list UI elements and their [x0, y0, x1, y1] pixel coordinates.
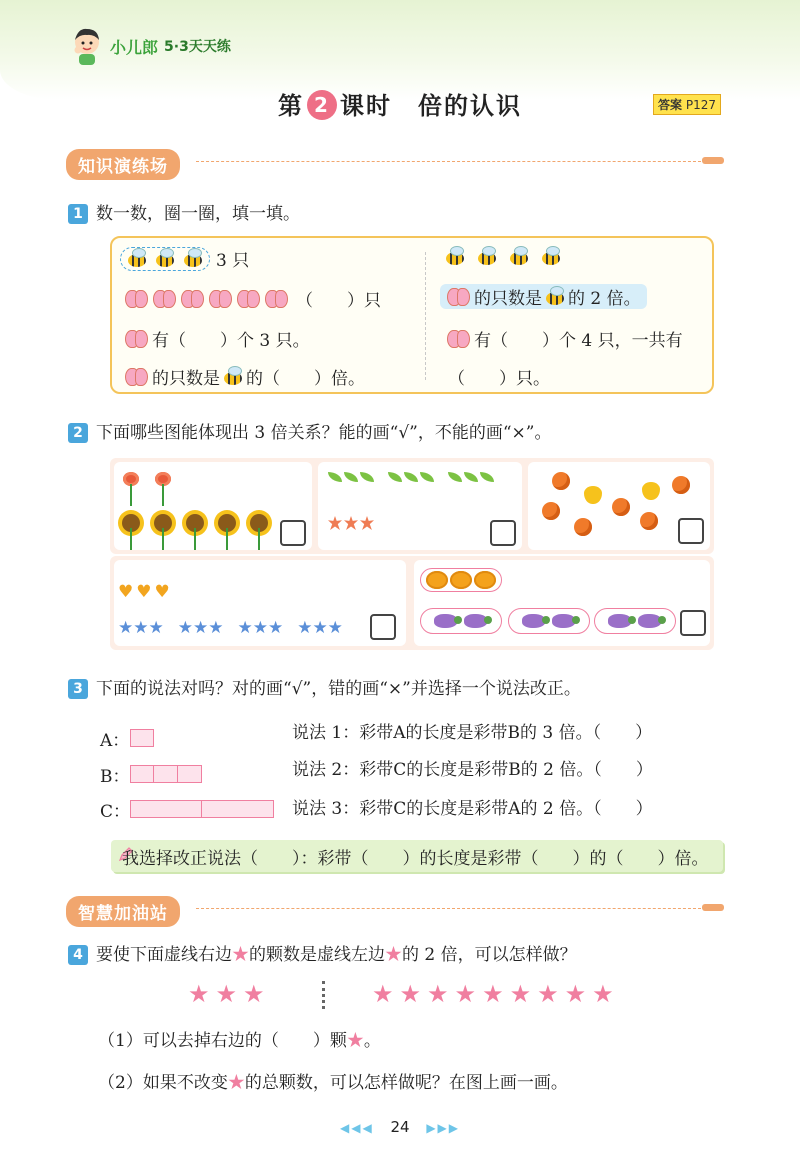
green-leaf-icon	[404, 472, 418, 482]
footer-arrows-left: ◀◀◀	[339, 1121, 374, 1135]
q1-ratio-blank[interactable]: 的（ ）倍。	[246, 369, 365, 389]
question-1	[68, 199, 300, 224]
orange-icon	[552, 472, 570, 490]
maple-leaf-icon	[360, 516, 374, 530]
section-header-2: 智慧加油站	[66, 896, 180, 927]
butterfly-icon	[446, 286, 470, 308]
q1-right-text-a: 的只数是	[474, 289, 542, 309]
answer-reference	[653, 94, 721, 115]
eggplant-icon	[638, 614, 662, 628]
ribbon-segment	[131, 766, 154, 782]
q1-left-row-3	[124, 326, 310, 351]
title-suffix: 课时 倍的认识	[340, 92, 522, 120]
pear-icon	[642, 482, 660, 500]
left-star-row	[188, 980, 265, 1008]
star-icon: ★	[188, 980, 210, 1008]
q4-prompt-b: 的颗数是虚线左边	[249, 945, 385, 965]
sunflower-icon	[214, 514, 240, 550]
green-leaf-row	[328, 472, 494, 482]
statement-3[interactable]: 说法 3：彩带C的长度是彩带A的 2 倍。（ ）	[292, 799, 653, 819]
question-number-badge: 2	[68, 423, 88, 443]
pumpkin-group	[420, 568, 502, 592]
butterfly-icon	[124, 366, 148, 388]
bee-icon	[442, 246, 468, 268]
rose-icon	[118, 470, 144, 506]
question-number-badge: 1	[68, 204, 88, 224]
bee-icon	[506, 246, 532, 268]
ribbon-label-b: B：	[100, 767, 130, 787]
q1-butterfly-count-blank[interactable]: （ ）只	[296, 291, 381, 311]
question-4	[68, 940, 577, 965]
sunflower-row	[118, 514, 272, 550]
heart-row	[118, 582, 170, 602]
q4-sub-question-2	[98, 1068, 568, 1093]
star-icon: ★	[537, 980, 559, 1008]
maple-leaf-icon	[344, 516, 358, 530]
eggplant-group	[420, 608, 502, 634]
bee-icon	[180, 248, 206, 270]
bee-icon	[220, 366, 246, 388]
section-divider-1	[196, 161, 701, 162]
q4-sub2-a: （2）如果不改变	[98, 1073, 228, 1093]
statement-1[interactable]: 说法 1：彩带A的长度是彩带B的 3 倍。（ ）	[292, 723, 653, 743]
brand	[70, 26, 231, 66]
bee-icon	[474, 246, 500, 268]
dotted-divider	[322, 981, 325, 1009]
sunflower-icon	[182, 514, 208, 550]
orange-icon	[574, 518, 592, 536]
heart-icon: ♥	[154, 582, 170, 602]
star-icon: ★	[232, 945, 249, 965]
star-icon: ★	[564, 980, 587, 1008]
bee-icon	[124, 248, 150, 270]
q1-bee-count-text: 3 只	[216, 251, 250, 271]
q1-right-row-4	[448, 364, 550, 389]
green-leaf-icon	[360, 472, 374, 482]
star-icon: ★	[592, 980, 614, 1008]
blue-star-group: ★★★	[118, 618, 164, 638]
question-number-badge: 3	[68, 679, 88, 699]
question-2-prompt: 下面哪些图能体现出 3 倍关系？能的画“√”，不能的画“×”。	[96, 423, 552, 443]
pumpkin-icon	[450, 571, 472, 589]
pencil-icon	[702, 157, 724, 164]
answer-checkbox[interactable]	[490, 520, 516, 546]
green-leaf-icon	[448, 472, 462, 482]
boy-avatar-icon	[70, 26, 104, 66]
butterfly-icon	[208, 288, 232, 310]
bee-icon	[152, 248, 178, 270]
question-3-prompt: 下面的说法对吗？对的画“√”，错的画“×”并选择一个说法改正。	[96, 679, 581, 699]
blue-star-group: ★★★	[297, 618, 343, 638]
green-leaf-icon	[328, 472, 342, 482]
q4-sub1-blank[interactable]: （1）可以去掉右边的（ ）颗	[98, 1031, 347, 1051]
butterfly-icon	[446, 328, 470, 350]
blue-star-group: ★★★	[237, 618, 284, 638]
orange-icon	[672, 476, 690, 494]
section-header-1: 知识演练场	[66, 149, 180, 180]
q2-flowers-panel	[114, 462, 312, 550]
blue-star-group: ★★★	[177, 618, 224, 638]
brand-sub: 5·3天天练	[164, 39, 231, 55]
blue-star-row	[118, 618, 343, 638]
q1-right-total-blank[interactable]: （ ）只。	[448, 369, 550, 389]
ribbon-a	[130, 729, 154, 747]
star-icon: ★	[482, 980, 504, 1008]
vertical-divider	[425, 252, 426, 380]
green-leaf-group	[328, 472, 374, 482]
star-icon: ★	[346, 1031, 364, 1051]
q1-left-row-1	[120, 246, 249, 271]
q1-right-row-2	[440, 284, 647, 309]
star-icon: ★	[427, 980, 449, 1008]
eggplant-group	[594, 608, 676, 634]
brand-name: 小儿郎	[110, 37, 159, 57]
sunflower-icon	[150, 514, 176, 550]
sunflower-icon	[118, 514, 144, 550]
q4-prompt-c: 的 2 倍，可以怎样做？	[402, 945, 577, 965]
bee-icon	[538, 246, 564, 268]
green-leaf-icon	[420, 472, 434, 482]
q1-right-text-b: 的 2 倍。	[568, 289, 641, 309]
pumpkin-icon	[474, 571, 496, 589]
butterfly-icon	[124, 288, 148, 310]
green-leaf-icon	[388, 472, 402, 482]
question-number-badge: 4	[68, 945, 88, 965]
pumpkin-icon	[426, 571, 448, 589]
question-1-prompt: 数一数，圈一圈，填一填。	[96, 204, 300, 224]
star-icon: ★	[454, 980, 477, 1008]
answer-checkbox[interactable]	[280, 520, 306, 546]
pencil-icon	[702, 904, 724, 911]
maple-leaf-icon	[328, 516, 342, 530]
q4-sub2-b: 的总颗数，可以怎样做呢？在图上画一画。	[244, 1073, 568, 1093]
ribbon-segment	[202, 801, 273, 817]
q1-right-groups-blank[interactable]: 有（ ）个 4 只，一共有	[474, 331, 683, 351]
ribbon-label-a: A：	[100, 731, 130, 751]
butterfly-icon	[152, 288, 176, 310]
answer-label: 答案	[658, 98, 683, 112]
answer-checkbox[interactable]	[680, 610, 706, 636]
page-footer	[0, 1118, 800, 1136]
eggplant-icon	[522, 614, 546, 628]
maple-leaf-row	[328, 516, 374, 530]
q2-fruits-panel	[528, 462, 710, 550]
eggplant-icon	[608, 614, 632, 628]
q1-right-row-3	[446, 326, 683, 351]
rose-row	[118, 470, 176, 506]
q2-hearts-stars-panel	[114, 560, 406, 646]
eggplant-icon	[434, 614, 458, 628]
footer-arrows-right: ▶▶▶	[426, 1121, 461, 1135]
statement-2[interactable]: 说法 2：彩带C的长度是彩带B的 2 倍。（ ）	[292, 760, 653, 780]
green-leaf-icon	[464, 472, 478, 482]
orange-icon	[542, 502, 560, 520]
butterfly-icon	[180, 288, 204, 310]
ribbon-segment	[131, 801, 202, 817]
lesson-number-badge: 2	[307, 90, 337, 120]
bee-icon	[542, 286, 568, 308]
q1-groups-blank[interactable]: 有（ ）个 3 只。	[152, 331, 310, 351]
q1-left-row-4	[124, 364, 365, 389]
rose-icon	[150, 470, 176, 506]
q1-left-row-2	[124, 286, 381, 311]
green-leaf-icon	[344, 472, 358, 482]
heart-icon: ♥	[136, 582, 152, 602]
green-leaf-icon	[480, 472, 494, 482]
page-number: 24	[390, 1118, 410, 1136]
q1-right-row-1	[442, 246, 564, 268]
q4-sub1-end: 。	[363, 1031, 381, 1051]
butterfly-icon	[264, 288, 288, 310]
q1-ratio-text-a: 的只数是	[152, 369, 220, 389]
ribbon-label-c: C：	[100, 802, 131, 822]
question-1-box	[110, 236, 714, 394]
q4-prompt-a: 要使下面虚线右边	[96, 945, 232, 965]
question-3	[68, 674, 581, 699]
ribbon-segment	[154, 766, 177, 782]
orange-icon	[640, 512, 658, 530]
butterfly-icon	[236, 288, 260, 310]
q4-sub-question-1	[98, 1026, 381, 1051]
green-leaf-group	[448, 472, 494, 482]
orange-icon	[612, 498, 630, 516]
ribbon-b	[130, 765, 202, 783]
ribbon-segment	[178, 766, 201, 782]
eggplant-icon	[552, 614, 576, 628]
green-leaf-group	[388, 472, 434, 482]
star-icon: ★	[509, 980, 532, 1008]
star-icon: ★	[399, 980, 422, 1008]
sunflower-icon	[246, 514, 272, 550]
correction-note-text[interactable]: 我选择改正说法（ ）：彩带（ ）的长度是彩带（ ）的（ ）倍。	[122, 849, 709, 869]
answer-checkbox[interactable]	[678, 518, 704, 544]
right-star-row	[372, 980, 614, 1008]
answer-checkbox[interactable]	[370, 614, 396, 640]
butterfly-icon	[124, 328, 148, 350]
star-icon: ★	[385, 945, 402, 965]
heart-icon: ♥	[118, 582, 134, 602]
star-icon: ★	[215, 980, 238, 1008]
section-divider-2	[196, 908, 701, 909]
pear-icon	[584, 486, 602, 504]
title-prefix: 第	[278, 92, 304, 120]
star-icon: ★	[243, 980, 265, 1008]
answer-page: P127	[685, 98, 716, 112]
q2-pumpkins-eggplants-panel	[414, 560, 710, 646]
q2-leaves-panel	[318, 462, 522, 550]
star-icon: ★	[227, 1073, 245, 1093]
question-2	[68, 418, 551, 443]
star-icon: ★	[372, 980, 394, 1008]
ribbon-c	[130, 800, 274, 818]
eggplant-icon	[464, 614, 488, 628]
circled-bee-group	[120, 247, 210, 271]
eggplant-group	[508, 608, 590, 634]
